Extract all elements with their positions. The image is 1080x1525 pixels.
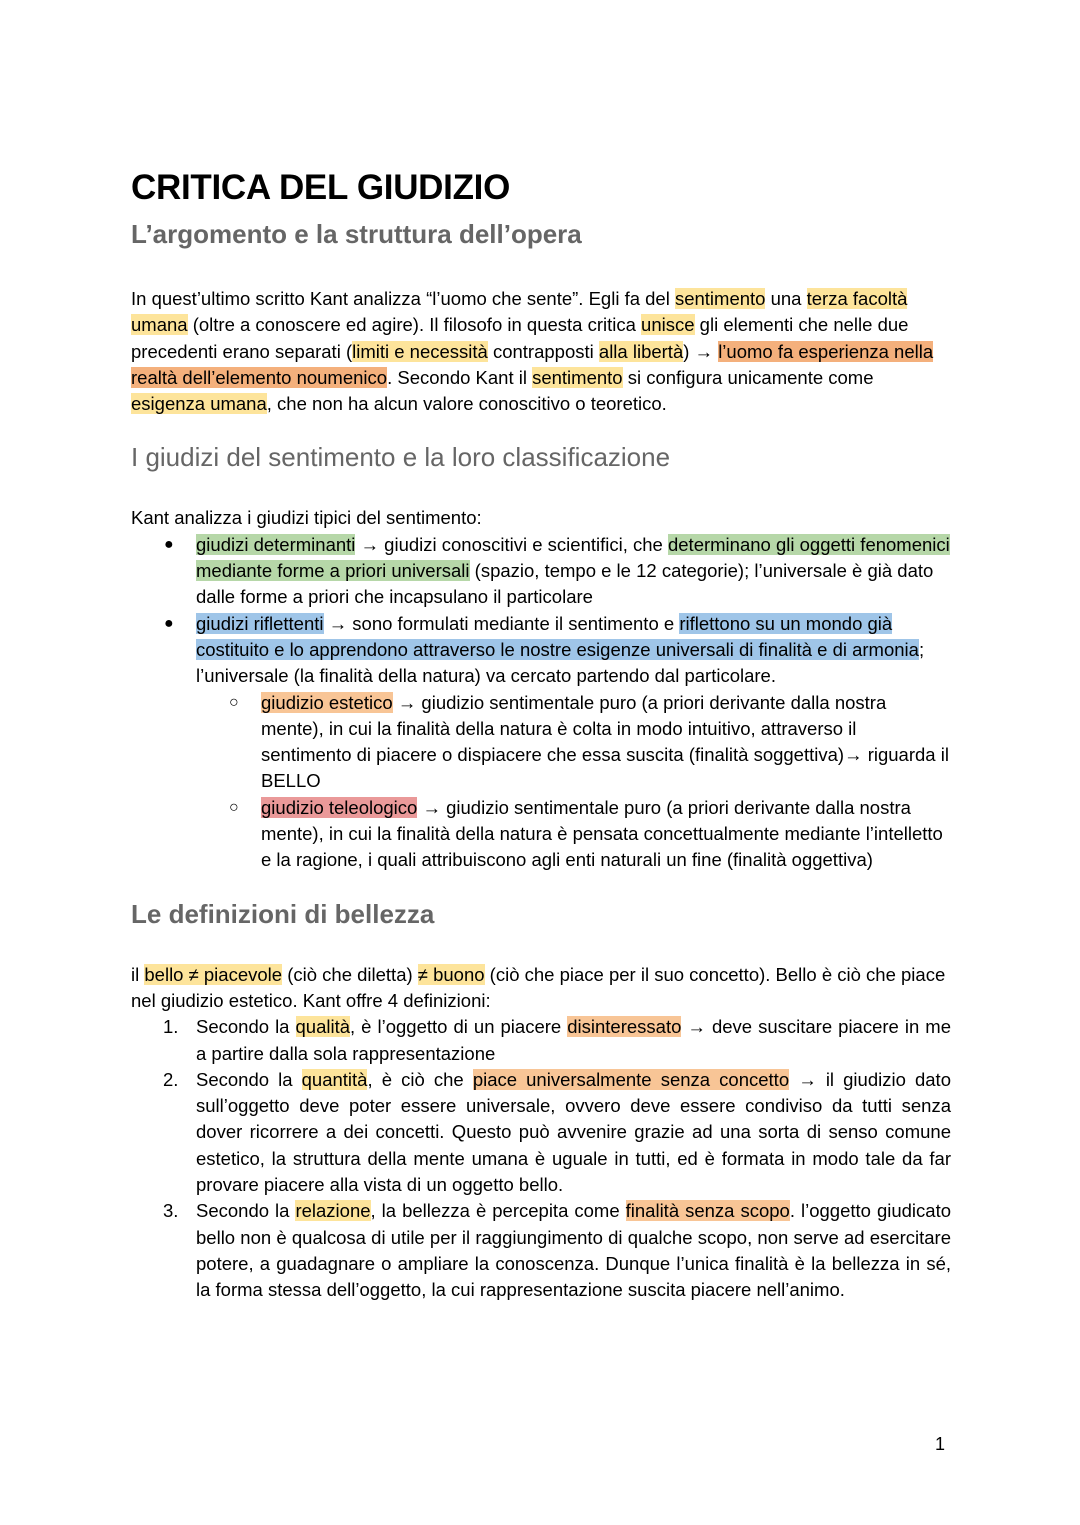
highlighted-text: quantità [301, 1068, 368, 1090]
document-title: CRITICA DEL GIUDIZIO [131, 168, 511, 207]
sub-item-text [261, 797, 943, 871]
text-run: , è l’oggetto di un piacere [350, 1016, 568, 1038]
text-run: ) → [683, 340, 719, 362]
text-run: (ciò che diletta) [282, 963, 418, 985]
text-run: il [131, 963, 145, 985]
sub-item-teleologico [229, 795, 951, 874]
list-item-text [196, 534, 950, 608]
highlighted-text: relazione [295, 1200, 371, 1222]
highlighted-text: terza facoltà umana [131, 288, 908, 336]
judgments-list [131, 532, 951, 874]
section-heading-structure: L’argomento e la struttura dell’opera [131, 219, 582, 249]
text-run: si configura unicamente come [622, 366, 874, 388]
definition-text [196, 1200, 951, 1300]
definition-item [163, 1198, 952, 1303]
text-run: , la bellezza è percepita come [370, 1200, 626, 1222]
highlighted-text: qualità [295, 1016, 351, 1038]
text-run: , è ciò che [367, 1068, 473, 1090]
text-run: . l’oggetto giudicato bello non è qualcosa di utile per il raggiungimento di qualche scopo, non serve ad esercitare potere, a guadagnare o ampliare la conoscenza. Dunque l’unica finalità è la bellezza in sé, la forma stessa dell’oggetto, la cui rappresentazione suscita piacere nell’animo. [196, 1200, 952, 1301]
circle-bullet-icon: ○ [229, 798, 239, 816]
text-run: → giudizio sentimentale puro (a priori derivante dalla nostra mente), in cui la finalità della natura è pensata concettualmente mediante l’intelletto e la ragione, i quali attribuiscono agli enti naturali un fine (finalità oggettiva) [261, 796, 943, 871]
highlighted-text: bello ≠ piacevole [144, 963, 283, 985]
text-run: → deve suscitare piacere in me a partire dalla sola rappresentazione [196, 1016, 951, 1064]
list-item-riflettenti [164, 611, 951, 874]
bullet-icon: ● [164, 535, 174, 553]
highlighted-text: unisce [641, 314, 695, 336]
definition-text [196, 1016, 951, 1063]
sub-item-text [261, 692, 949, 792]
text-run: gli elementi che nelle due precedenti erano separati ( [131, 314, 909, 362]
text-run: Secondo la [196, 1200, 296, 1222]
highlighted-text: giudizi riflettenti [196, 612, 324, 634]
intro-paragraph [131, 286, 951, 417]
list-item-text [196, 613, 924, 687]
highlighted-text: giudizi determinanti [196, 533, 356, 555]
text-run: . Secondo Kant il [387, 366, 533, 388]
text-run: , che non ha alcun valore conoscitivo o teoretico. [266, 393, 667, 415]
item-number: 1. [163, 1016, 179, 1038]
document-page [131, 166, 951, 1304]
definition-item [163, 1014, 951, 1067]
highlighted-text: sentimento [674, 288, 766, 309]
text-run: una [765, 288, 807, 309]
sub-item-estetico [229, 690, 951, 795]
list-item-determinanti [164, 532, 951, 611]
highlighted-text: l’uomo fa esperienza nella realtà dell’elemento noumenico [131, 340, 934, 388]
highlighted-text: piace universalmente senza concetto [472, 1068, 790, 1090]
highlighted-text: ≠ buono [417, 963, 485, 985]
text-run: → il giudizio dato sull’oggetto deve poter essere universale, ovvero deve essere condiviso da tutti senza dover ricorrere a dei concetti. Questo può avvenire grazie ad una sorta di senso comune estetico, la struttura della mente umana è uguale in tutti, ed è formata in modo tale da far provare piacere alla vista di un oggetto bello. [196, 1068, 951, 1196]
bullet-icon: ● [164, 614, 174, 632]
item-number: 2. [163, 1068, 179, 1090]
definitions-list [131, 1014, 951, 1303]
highlighted-text: disinteressato [567, 1016, 682, 1038]
highlighted-text: finalità senza scopo [625, 1200, 790, 1222]
judgments-intro: Kant analizza i giudizi tipici del sentimento: [131, 507, 482, 529]
highlighted-text: esigenza umana [131, 393, 267, 415]
text-run: (ciò che piace per il suo concetto). Bello è ciò che piace nel giudizio estetico. Kant offre 4 definizioni: [131, 963, 946, 1011]
text-run: Secondo la [196, 1068, 302, 1090]
definition-text [196, 1069, 951, 1195]
highlighted-text: sentimento [532, 366, 623, 388]
text-run: ; l’universale (la finalità della natura) va cercato partendo dal particolare. [196, 638, 925, 687]
highlighted-text: giudizio teleologico [261, 796, 418, 818]
section-heading-judgments: I giudizi del sentimento e la loro classificazione [131, 442, 671, 473]
highlighted-text: riflettono su un mondo già costituito e lo apprendono attraverso le nostre esigenze universali di finalità e di armonia [196, 612, 919, 660]
highlighted-text: determinano gli oggetti fenomenici mediante forme a priori universali [196, 533, 950, 582]
page-number: 1 [935, 1434, 946, 1454]
section-heading-beauty: Le definizioni di bellezza [131, 898, 435, 929]
item-number: 3. [163, 1200, 179, 1222]
highlighted-text: giudizio estetico [261, 691, 393, 713]
beauty-intro [131, 962, 951, 1015]
text-run: → sono formulati mediante il sentimento e [323, 612, 680, 634]
text-run: contrapposti [487, 340, 599, 362]
highlighted-text: alla libertà [598, 340, 684, 362]
definition-item [163, 1067, 951, 1198]
sub-list [196, 690, 951, 874]
highlighted-text: limiti e necessità [352, 340, 488, 362]
text-run: → giudizi conoscitivi e scientifici, che [355, 533, 668, 555]
text-run: Secondo la [196, 1016, 296, 1038]
text-run: (oltre a conoscere ed agire). Il filosofo in questa critica [187, 314, 642, 336]
circle-bullet-icon: ○ [229, 693, 239, 711]
text-run: (spazio, tempo e le 12 categorie); l’universale è già dato dalle forme a priori che incapsulano il particolare [196, 560, 934, 608]
text-run: → giudizio sentimentale puro (a priori derivante dalla nostra mente), in cui la finalità della natura è colta in modo intuitivo, attraverso il sentimento di piacere o dispiacere che essa suscita (finalità soggettiva)→ riguarda il BELLO [261, 691, 949, 792]
text-run: In quest’ultimo scritto Kant analizza “l’uomo che sente”. Egli fa del [131, 288, 675, 309]
